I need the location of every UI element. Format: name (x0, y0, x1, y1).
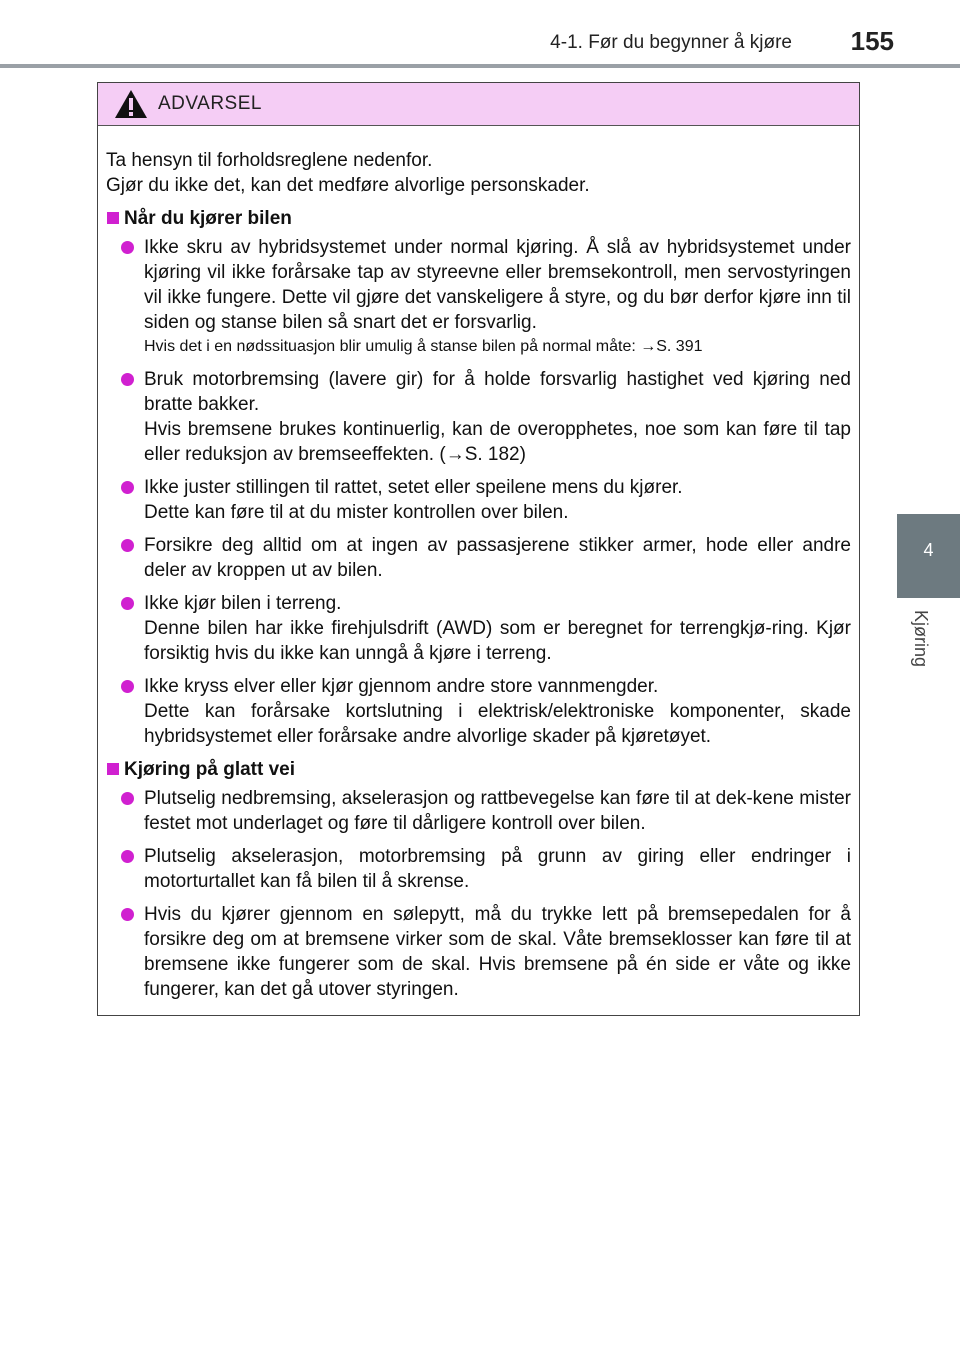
list-item (106, 591, 851, 666)
bullet-text: Ikke skru av hybridsystemet under normal kjøring. Å slå av hybridsystemet under kjøring vil ikke forårsake tap av styreevne eller bremsekontroll, men servostyringen vil ikke fungere. Dette vil gjøre det vanskeligere å styre, og du bør derfor kjøre inn til siden og stanse bilen så snart det er forsvarlig. (144, 237, 851, 333)
list-item (106, 367, 851, 467)
bullet-text: Forsikre deg alltid om at ingen av passasjerene stikker armer, hode eller andre deler av kroppen ut av bilen. (144, 535, 851, 581)
list-item (106, 674, 851, 749)
section-title: 4-1. Før du begynner å kjøre (550, 32, 792, 53)
bullet-note: Dette kan forårsake kortslutning i elektrisk/elektroniske komponenter, skade hybridsystemet eller forårsake andre alvorlige skader på kjøretøyet. (144, 701, 851, 747)
section-heading: Når du kjører bilen (106, 206, 851, 231)
bullet-text: Hvis du kjører gjennom en sølepytt, må du trykke lett på bremsepedalen for å forsikre deg om at bremsene virker som de skal. Våte bremseklosser kan føre til at bremsene ikke fungerer som de skal. Hvis bremsene på én side er våte og ikke fungerer, kan det gå utover styringen. (144, 904, 851, 1000)
list-item (106, 844, 851, 894)
warning-triangle-icon (114, 89, 148, 124)
intro-line: Gjør du ikke det, kan det medføre alvorlige personskader. (106, 175, 590, 196)
list-item (106, 533, 851, 583)
bullet-text: Ikke juster stillingen til rattet, setet eller speilene mens du kjører. (144, 477, 683, 498)
warning-body (98, 126, 859, 1002)
bullet-text: Plutselig akselerasjon, motorbremsing på grunn av giring eller endringer i motorturtallet kan få bilen til å skrense. (144, 846, 851, 892)
chapter-number: 4 (923, 540, 934, 560)
section-heading: Kjøring på glatt vei (106, 757, 851, 782)
list-item (106, 902, 851, 1002)
bullet-note: Hvis bremsene brukes kontinuerlig, kan de overopphetes, noe som kan føre til tap eller reduksjon av bremseeffekten. (→S. 182) (144, 419, 851, 465)
chapter-tab (897, 514, 960, 598)
bullet-text: Ikke kjør bilen i terreng. (144, 593, 342, 614)
bullet-text: Bruk motorbremsing (lavere gir) for å holde forsvarlig hastighet ved kjøring ned bratte bakker. (144, 369, 851, 415)
warning-box (97, 82, 860, 1016)
bullet-note: Hvis det i en nødssituasjon blir umulig å stanse bilen på normal måte: →S. 391 (144, 338, 703, 355)
list-item (106, 235, 851, 359)
bullet-text: Plutselig nedbremsing, akselerasjon og rattbevegelse kan føre til at dek-kene mister festet mot underlaget og føre til dårligere kontroll over bilen. (144, 788, 851, 834)
bullet-note: Denne bilen har ikke firehjulsdrift (AWD) som er beregnet for terrengkjø-ring. Kjør forsiktig hvis du ikke kan unngå å kjøre i terreng. (144, 618, 851, 664)
chapter-label: Kjøring (911, 610, 931, 668)
intro-line: Ta hensyn til forholdsreglene nedenfor. (106, 150, 433, 171)
page-header (0, 0, 960, 70)
header-rule (0, 64, 960, 68)
warning-title: ADVARSEL (158, 93, 262, 114)
bullet-note: Dette kan føre til at du mister kontrollen over bilen. (144, 502, 569, 523)
warning-header (98, 83, 859, 126)
page-number: 155 (850, 26, 894, 56)
list-item (106, 475, 851, 525)
intro-text (106, 148, 851, 198)
list-item (106, 786, 851, 836)
bullet-text: Ikke kryss elver eller kjør gjennom andre store vannmengder. (144, 676, 659, 697)
